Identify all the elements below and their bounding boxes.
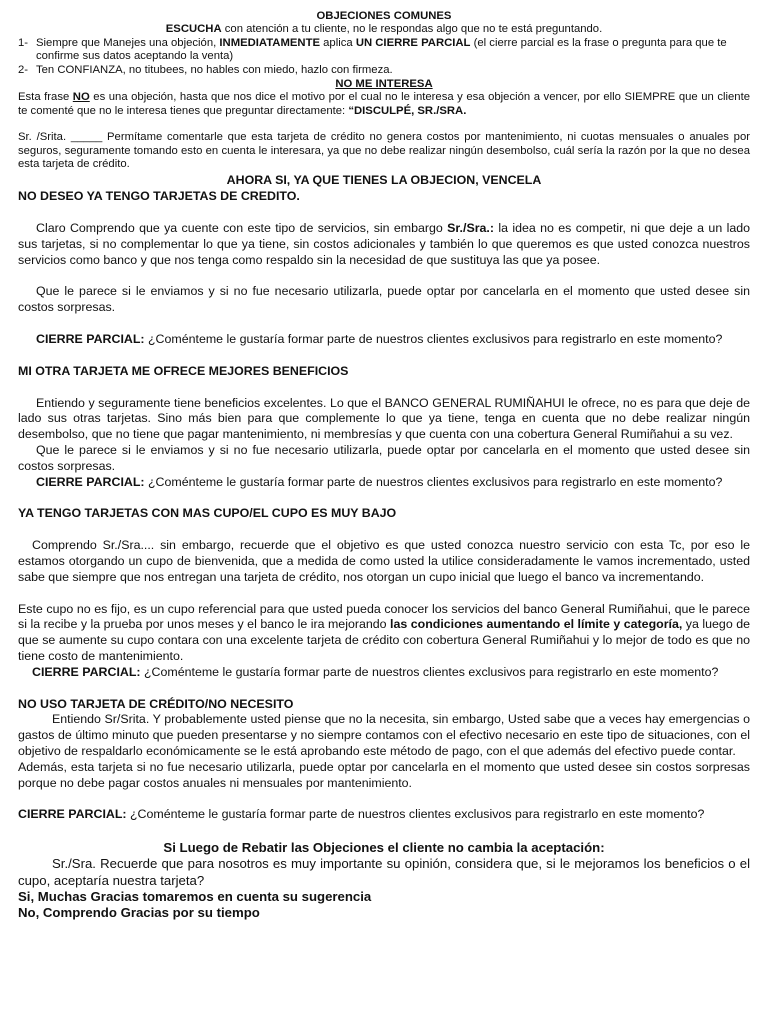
nmi-b: NO [72,91,90,104]
sec4-cierre-label: CIERRE PARCIAL: [18,807,127,822]
sec3-p2-b: las condiciones aumentando el límite y categoría, [390,617,683,632]
rule-item-1-a: Siempre que Manejes una objeción, [36,36,220,49]
sec2-paragraph-2: Que le parece si le enviamos y si no fue necesario utilizarla, puede optar por cancelarla en el momento que usted desee sin costos sorpresas. [18,443,750,473]
sec1-cierre [18,332,750,348]
sec3-paragraph-2 [18,602,750,665]
sec3-paragraph-1: Comprendo Sr./Sra.... sin embargo, recuerde que el objetivo es que usted conozca nuestro servicio con esta Tc, por eso le estamos otorgando un cupo de bienvenida, que a medida de como usted la utilice consideradamente le vamos incrementado, usted sabe que siempre que nos entregan una tarjeta de crédito, nos otorgan un cupo inicial que luego el banco va incrementando. [18,538,750,584]
document-title: OBJECIONES COMUNES [316,10,452,22]
sec3-p2-a: Este cupo no es fijo, es un cupo referencial para que usted pueda conocer los servicios del banco General Rumiñahui, que le parece si la recibe y la prueba por unos meses y el banco le ira mejorando [18,601,750,632]
nmi-d: “DISCULPÉ, SR./SRA. [348,104,467,117]
sec4-paragraph-1: Entiendo Sr/Srita. Y probablemente usted piense que no la necesita, sin embargo, Usted sabe que a veces hay emergencias o gastos de último minuto que pueden presentarse y no siempre contamos con el efectivo necesario en este tipo de situaciones, con el objetivo de respaldarlo económicamente se le está aprobando este método de pago, con el que además del efectivo puede contar. [18,712,750,758]
rule-item-1-d: UN CIERRE PARCIAL [355,36,471,49]
no-me-interesa-heading: NO ME INTERESA [335,78,433,91]
sec1-cierre-text: ¿Coménteme le gustaría formar parte de nuestros clientes exclusivos para registrarlo en este momento? [144,332,723,347]
sec3-cierre-text: ¿Coménteme le gustaría formar parte de nuestros clientes exclusivos para registrarlo en este momento? [140,664,719,679]
rule-item-2-text: Ten CONFIANZA, no titubees, no hables con miedo, hazlo con firmeza. [36,63,393,76]
sec3-cierre [18,665,750,681]
escucha-line [18,23,750,36]
rule-item-1-b: INMEDIATAMENTE [219,36,321,49]
final-yes: Si, Muchas Gracias tomaremos en cuenta su sugerencia [18,888,372,904]
no-me-interesa-paragraph [18,91,750,118]
sec2-cierre-text: ¿Coménteme le gustaría formar parte de nuestros clientes exclusivos para registrarlo en este momento? [144,474,723,489]
sec1-paragraph-1 [18,221,750,268]
sec2-cierre [18,475,750,491]
sec3-heading: YA TENGO TARJETAS CON MAS CUPO/EL CUPO ES MUY BAJO [18,506,397,521]
rule-item-2 [18,64,750,77]
escucha-bold: ESCUCHA [165,23,222,36]
sec4-cierre-text: ¿Coménteme le gustaría formar parte de nuestros clientes exclusivos para registrarlo en este momento? [126,807,705,822]
sec3-p2-c: ya luego de que se aumente su cupo contara con una excelente tarjeta de crédito con cobertura General Rumiñahui y lo mejor de todo es que no tiene costo de mantenimiento. [18,617,750,663]
sec3-cierre-label: CIERRE PARCIAL: [32,664,141,679]
sec2-cierre-label: CIERRE PARCIAL: [36,474,145,489]
rule-item-1-text [36,37,750,64]
ahora-si-heading: AHORA SI, YA QUE TIENES LA OBJECION, VENCELA [226,173,542,188]
sec2-paragraph-1: Entiendo y seguramente tiene beneficios excelentes. Lo que el BANCO GENERAL RUMIÑAHUI le ofrece, no es para que deje de lado sus otras tarjetas. Sino más bien para que complemente lo que ya tiene, tenga en cuenta que no debe realizar ningún desembolso, que no tiene que pagar mantenimiento, ni membresías y que cuenta con una cobertura General Rumiñahui a su vez. [18,395,750,442]
final-heading: Si Luego de Rebatir las Objeciones el cliente no cambia la aceptación: [163,840,605,856]
sec1-p1-b: Sr./Sra.: [447,221,494,236]
rule-item-1-number: 1- [18,36,29,49]
sec1-heading: NO DESEO YA TENGO TARJETAS DE CREDITO. [18,189,300,204]
rule-item-2-number: 2- [18,63,29,76]
final-no: No, Comprendo Gracias por su tiempo [18,904,260,920]
sec4-paragraph-2: Además, esta tarjeta si no fue necesario utilizarla, puede optar por cancelarla en el momento que usted desee sin costos sorpresas porque no debe pagar costos anuales ni mensuales por mantenimiento. [18,759,750,790]
rule-item-1-e: (el cierre parcial es la frase o pregunta para que te confirme sus datos aceptando la venta) [36,36,727,63]
rule-item-1 [18,37,750,64]
nmi-c: es una objeción, hasta que nos dice el motivo por el cual no le interesa y esa objeción a vencer, por ello SIEMPRE que un cliente te comenté que no le interesa tienes que preguntar directamente: [18,91,750,117]
sec4-heading: NO USO TARJETA DE CRÉDITO/NO NECESITO [18,696,294,711]
no-me-interesa-script: Sr. /Srita. _____ Permítame comentarle que esta tarjeta de crédito no genera costos por mantenimiento, ni cuotas mensuales o anuales por seguros, seguramente tomando esto en cuenta le interesara, ya que no debe realizar ningún desembolso, cuál sería la razón por la que no desea esta tarjeta de crédito. [18,131,750,171]
sec2-heading: MI OTRA TARJETA ME OFRECE MEJORES BENEFICIOS [18,363,349,378]
rule-item-1-c: aplica [320,36,356,49]
sec1-paragraph-2: Que le parece si le enviamos y si no fue necesario utilizarla, puede optar por cancelarla en el momento que usted desee sin costos sorpresas. [18,284,750,315]
sec1-p1-c: la idea no es competir, ni que deje a un lado sus tarjetas, si no complementar lo que ya tiene, sin costos adicionales y también lo que queremos es que usted conozca nuestros servicios como banco y que nos tenga como respaldo sin la necesidad de que sustituya las que ya posee. [18,221,750,267]
sec4-cierre [18,807,750,823]
final-paragraph: Sr./Sra. Recuerde que para nosotros es muy importante su opinión, considera que, si le mejoramos los beneficios o el cupo, aceptaría nuestra tarjeta? [18,856,750,888]
nmi-a: Esta frase [18,91,73,104]
escucha-rest: con atención a tu cliente, no le respondas algo que no te está preguntando. [221,23,603,36]
sec1-cierre-label: CIERRE PARCIAL: [36,332,145,347]
sec1-p1-a: Claro Comprendo que ya cuente con este tipo de servicios, sin embargo [36,221,448,236]
